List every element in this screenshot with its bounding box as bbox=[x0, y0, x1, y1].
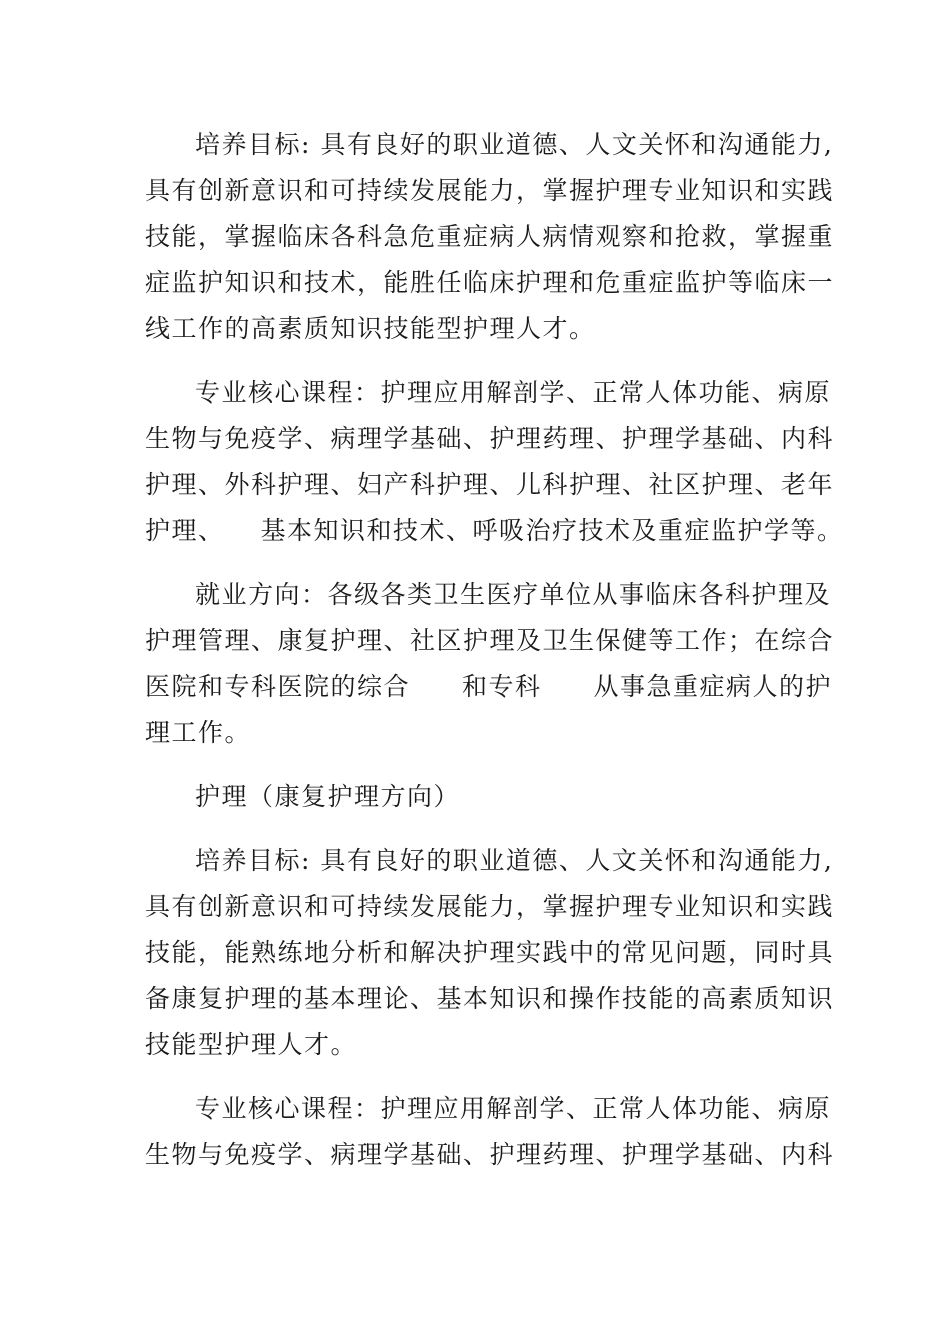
text-segment: 基本知识和技术、呼吸治疗技术及重症监护学等。 bbox=[260, 516, 844, 545]
document-body bbox=[145, 122, 844, 1196]
text-line: 就业方向：各级各类卫生医疗单位从事临床各科护理及 bbox=[195, 580, 832, 609]
text-line: 生物与免疫学、病理学基础、护理药理、护理学基础、内科 bbox=[145, 1140, 835, 1169]
text-segment: 医院和专科医院的综合 bbox=[145, 672, 411, 701]
text-line: 护理、外科护理、妇产科护理、儿科护理、社区护理、老年 bbox=[145, 470, 835, 499]
paragraph-employment-direction bbox=[145, 572, 835, 756]
text-line: 技能型护理人才。 bbox=[145, 1030, 358, 1059]
text-line: 症监护知识和技术，能胜任临床护理和危重症监护等临床一 bbox=[145, 268, 835, 297]
text-line bbox=[145, 664, 833, 710]
text-segment: 从事急重症病人的护 bbox=[593, 672, 833, 701]
text-line: 理工作。 bbox=[145, 718, 252, 747]
text-line: 线工作的高素质知识技能型护理人才。 bbox=[145, 314, 596, 343]
text-line: 备康复护理的基本理论、基本知识和操作技能的高素质知识 bbox=[145, 984, 835, 1013]
paragraph-core-courses-rehab bbox=[145, 1086, 835, 1178]
paragraph-training-goal-icu bbox=[145, 122, 835, 352]
section-title: 护理（康复护理方向） bbox=[195, 782, 461, 811]
text-line: 护理管理、康复护理、社区护理及卫生保健等工作；在综合 bbox=[145, 626, 835, 655]
text-line: 具有创新意识和可持续发展能力，掌握护理专业知识和实践 bbox=[145, 892, 835, 921]
text-line: 培养目标: 具有良好的职业道德、人文关怀和沟通能力, bbox=[195, 846, 834, 875]
text-segment: 和专科 bbox=[462, 672, 542, 701]
text-line: 技能，掌握临床各科急危重症病人病情观察和抢救，掌握重 bbox=[145, 222, 835, 251]
paragraph-core-courses-icu bbox=[145, 370, 844, 554]
paragraph-training-goal-rehab bbox=[145, 838, 835, 1068]
text-line: 生物与免疫学、病理学基础、护理药理、护理学基础、内科 bbox=[145, 424, 835, 453]
text-line bbox=[145, 508, 844, 554]
text-line: 培养目标: 具有良好的职业道德、人文关怀和沟通能力, bbox=[195, 130, 834, 159]
section-heading-rehab-nursing bbox=[145, 774, 807, 820]
text-line: 具有创新意识和可持续发展能力，掌握护理专业知识和实践 bbox=[145, 176, 835, 205]
text-segment: 护理、 bbox=[145, 516, 225, 545]
text-line: 技能，能熟练地分析和解决护理实践中的常见问题，同时具 bbox=[145, 938, 835, 967]
text-line: 专业核心课程：护理应用解剖学、正常人体功能、病原 bbox=[195, 1094, 832, 1123]
text-line: 专业核心课程：护理应用解剖学、正常人体功能、病原 bbox=[195, 378, 832, 407]
